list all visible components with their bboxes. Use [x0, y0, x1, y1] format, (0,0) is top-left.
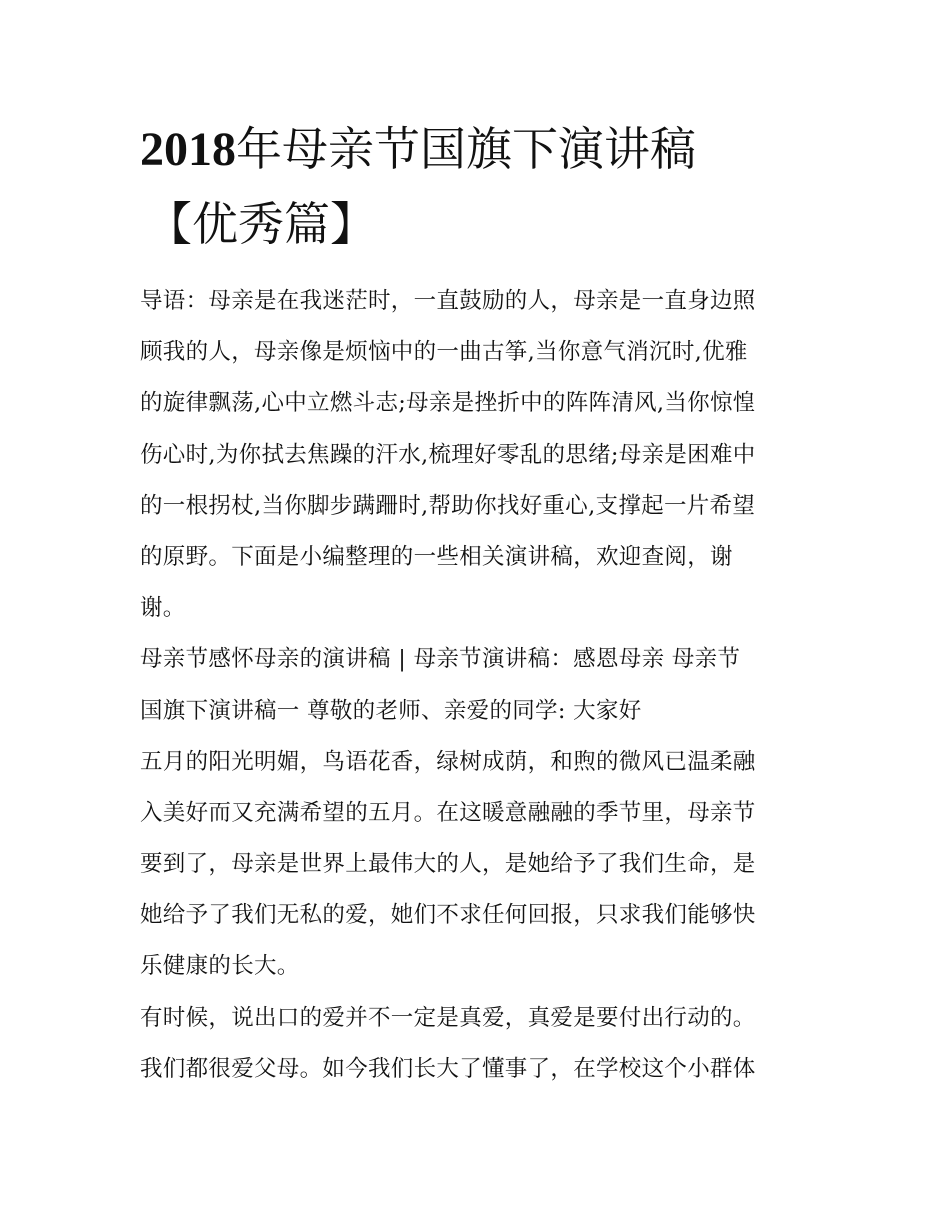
body-line: 的一根拐杖,当你脚步蹒跚时,帮助你找好重心,支撑起一片希望 — [140, 492, 756, 519]
body-line: 母亲节感怀母亲的演讲稿 | 母亲节演讲稿：感恩母亲 母亲节 — [140, 646, 741, 673]
body-line: 的原野。下面是小编整理的一些相关演讲稿，欢迎查阅，谢 — [140, 543, 733, 570]
body-line: 要到了，母亲是世界上最伟大的人，是她给予了我们生命，是 — [140, 851, 756, 878]
title-main: 年母亲节国旗下演讲稿 — [236, 122, 696, 176]
body-line: 入美好而又充满希望的五月。在这暖意融融的季节里，母亲节 — [140, 799, 756, 826]
body-line: 伤心时,为你拭去焦躁的汗水,梳理好零乱的思绪;母亲是困难中 — [140, 441, 756, 468]
body-line: 导语：母亲是在我迷茫时，一直鼓励的人，母亲是一直身边照 — [140, 288, 756, 314]
body-line: 谢。 — [140, 595, 186, 622]
document-title — [140, 112, 820, 261]
body-line: 的旋律飘荡,心中立燃斗志;母亲是挫折中的阵阵清风,当你惊惶 — [140, 390, 756, 417]
title-line-2: 【优秀篇】 — [146, 197, 376, 251]
body-line: 她给予了我们无私的爱，她们不求任何回报，只求我们能够快 — [140, 902, 756, 929]
body-line: 顾我的人，母亲像是烦恼中的一曲古筝,当你意气消沉时,优雅 — [140, 339, 748, 366]
title-year: 2018 — [140, 123, 236, 176]
body-line: 乐健康的长大。 — [140, 953, 300, 980]
title-line-1 — [140, 112, 820, 187]
body-line: 国旗下演讲稿一 尊敬的老师、亲爱的同学: 大家好 — [140, 697, 642, 724]
document-body — [140, 276, 820, 1095]
body-line: 我们都很爱父母。如今我们长大了懂事了，在学校这个小群体 — [140, 1055, 756, 1082]
body-line: 五月的阳光明媚，鸟语花香，绿树成荫，和煦的微风已温柔融 — [140, 748, 756, 775]
body-line: 有时候，说出口的爱并不一定是真爱，真爱是要付出行动的。 — [140, 1004, 756, 1031]
